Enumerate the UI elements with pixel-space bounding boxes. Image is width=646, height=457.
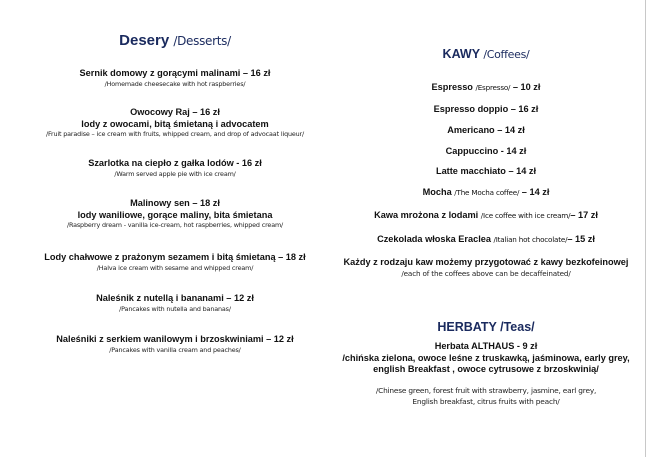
coffee-name: Latte macchiato – 14 zł bbox=[435, 166, 537, 176]
dessert-description-en: /Halva ice cream with sesame and whipped cream/ bbox=[96, 263, 254, 272]
dessert-item bbox=[12, 68, 338, 89]
coffee-name: Americano – 14 zł bbox=[447, 125, 525, 135]
dessert-name: Naleśnik z nutellą i bananami – 12 zł bbox=[96, 293, 254, 303]
tea-flavors-pl: /chińska zielona, owoce leśne z truskawką, jaśminowa, early grey, bbox=[342, 352, 630, 363]
dessert-name: Sernik domowy z gorącymi malinami – 16 zł bbox=[79, 68, 271, 78]
dessert-description-en: /Homemade cheesecake with hot raspberries/ bbox=[104, 79, 246, 88]
tea-flavors-pl: english Breakfast , owoce cytrusowe z brzoskwinią/ bbox=[373, 364, 599, 374]
coffee-item bbox=[326, 125, 646, 137]
dessert-item bbox=[12, 252, 338, 273]
dessert-description-en: /Fruit paradise – ice cream with fruits, whipped cream, and drop of advocaat liqueur/ bbox=[45, 130, 305, 138]
dessert-item bbox=[12, 198, 338, 230]
dessert-item bbox=[12, 107, 338, 139]
coffee-name: Espresso /Espresso/ – 10 zł bbox=[431, 82, 541, 92]
coffees-title-pl: KAWY bbox=[442, 47, 480, 61]
dessert-item bbox=[12, 334, 338, 355]
coffee-name: Kawa mrożona z lodami /Ice coffee with ice cream/– 17 zł bbox=[374, 210, 598, 220]
coffee-item bbox=[326, 234, 646, 246]
coffee-name: Espresso doppio – 16 zł bbox=[433, 104, 539, 114]
decaf-note-pl: Każdy z rodzaju kaw możemy przygotować z kawy bezkofeinowej bbox=[343, 257, 629, 267]
desserts-title-en: /Desserts/ bbox=[173, 34, 231, 48]
dessert-name: Malinowy sen – 18 zł bbox=[130, 198, 220, 208]
coffee-item bbox=[326, 166, 646, 178]
tea-flavors-en: English breakfast, citrus fruits with peach/ bbox=[412, 396, 560, 406]
dessert-description-en: /Pancakes with nutella and bananas/ bbox=[119, 304, 231, 313]
coffee-item bbox=[326, 210, 646, 222]
dessert-name: Szarlotka na ciepło z gałka lodów - 16 zł bbox=[88, 158, 262, 168]
dessert-ingredients: lody z owocami, bitą śmietaną i advocatem bbox=[81, 118, 269, 129]
tea-name: Herbata ALTHAUS - 9 zł bbox=[434, 341, 538, 351]
coffees-title-en: /Coffees/ bbox=[483, 48, 530, 61]
decaf-note-en: /each of the coffees above can be decaffeinated/ bbox=[401, 268, 571, 278]
dessert-item bbox=[12, 158, 338, 179]
coffee-item bbox=[326, 82, 646, 94]
dessert-description-en: /Raspberry dream - vanilla ice-cream, hot raspberries, whipped cream/ bbox=[66, 221, 284, 229]
desserts-title bbox=[12, 32, 338, 49]
dessert-description-en: /Pancakes with vanilla cream and peaches/ bbox=[109, 345, 241, 354]
coffee-name: Mocha /The Mocha coffee/ – 14 zł bbox=[422, 187, 550, 197]
coffee-item bbox=[326, 104, 646, 116]
tea-flavors-en-block bbox=[326, 386, 646, 407]
coffee-item bbox=[326, 146, 646, 158]
decaf-note bbox=[326, 257, 646, 278]
teas-title-pl: HERBATY bbox=[437, 320, 497, 334]
dessert-name: Lody chałwowe z prażonym sezamem i bitą śmietaną – 18 zł bbox=[44, 252, 306, 262]
tea-item bbox=[326, 341, 646, 376]
dessert-name: Owocowy Raj – 16 zł bbox=[130, 107, 220, 117]
dessert-description-en: /Warm served apple pie with ice cream/ bbox=[114, 169, 236, 178]
teas-title bbox=[326, 320, 646, 334]
coffees-title bbox=[326, 47, 646, 61]
tea-flavors-en: /Chinese green, forest fruit with strawberry, jasmine, earl grey, bbox=[375, 386, 597, 395]
dessert-name: Naleśniki z serkiem wanilowym i brzoskwiniami – 12 zł bbox=[56, 334, 294, 344]
coffee-name: Czekolada włoska Eraclea /Italian hot chocolate/– 15 zł bbox=[377, 234, 595, 244]
coffee-name: Cappuccino - 14 zł bbox=[445, 146, 527, 156]
coffee-item bbox=[326, 187, 646, 199]
teas-title-en: /Teas/ bbox=[500, 320, 535, 334]
desserts-title-pl: Desery bbox=[119, 32, 170, 49]
dessert-ingredients: lody waniliowe, gorące maliny, bita śmietana bbox=[77, 209, 273, 220]
dessert-item bbox=[12, 293, 338, 314]
